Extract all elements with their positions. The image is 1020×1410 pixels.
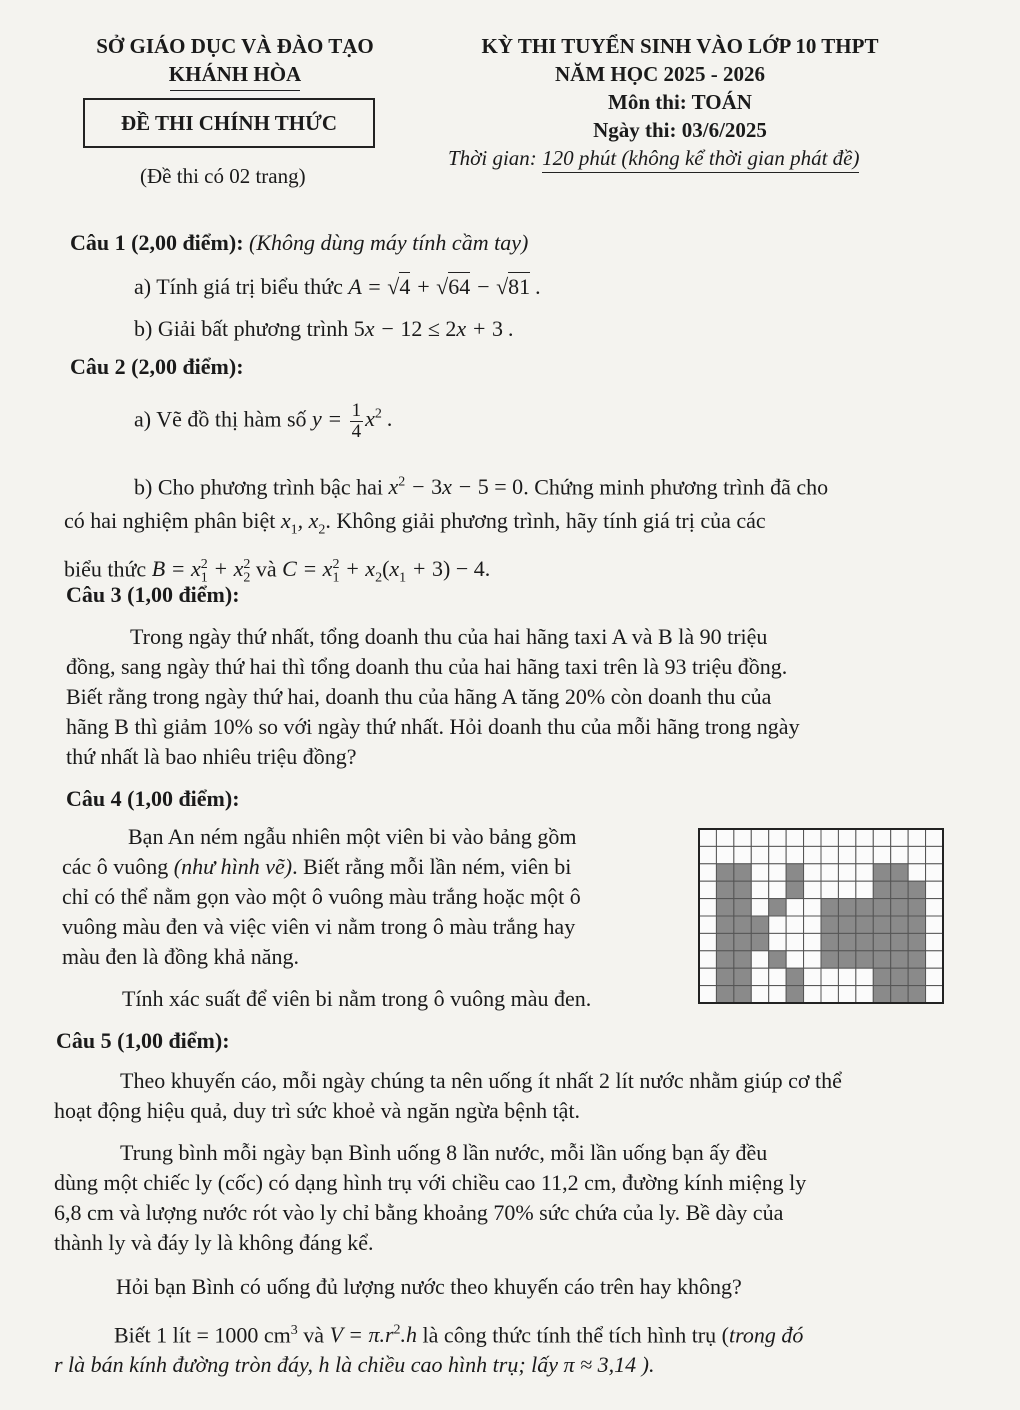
q1-b-text: b) Giải bất phương trình <box>134 316 354 341</box>
grid-cell-white <box>838 846 855 863</box>
department-line2: KHÁNH HÒA <box>168 62 302 86</box>
grid-cell-black <box>786 968 803 985</box>
q5-p4-italic: trong đó <box>728 1322 804 1348</box>
grid-cell-black <box>786 864 803 881</box>
grid-cell-white <box>926 846 943 863</box>
grid-cell-black <box>891 933 908 950</box>
grid-cell-black <box>838 951 855 968</box>
q1-a-expression: A = √4 + √64 − √81 . <box>348 274 542 299</box>
grid-cell-white <box>769 916 786 933</box>
grid-cell-black <box>873 986 890 1003</box>
grid-cell-white <box>838 968 855 985</box>
grid-cell-white <box>804 829 821 846</box>
grid-cell-white <box>856 846 873 863</box>
grid-cell-white <box>926 899 943 916</box>
q1-b <box>134 314 514 344</box>
grid-cell-white <box>821 829 838 846</box>
grid-cell-white <box>699 881 716 898</box>
grid-cell-black <box>856 951 873 968</box>
q5-p2-line2: dùng một chiếc ly (cốc) có dạng hình trụ với chiều cao 11,2 cm, đường kính miệng ly <box>54 1170 807 1195</box>
grid-cell-white <box>891 846 908 863</box>
grid-cell-white <box>804 951 821 968</box>
grid-cell-black <box>908 916 925 933</box>
grid-cell-black <box>838 916 855 933</box>
grid-cell-white <box>821 846 838 863</box>
grid-cell-black <box>891 916 908 933</box>
grid-cell-black <box>908 968 925 985</box>
grid-cell-black <box>821 899 838 916</box>
grid-cell-black <box>716 899 733 916</box>
grid-cell-white <box>926 951 943 968</box>
q5-p4-and: và <box>297 1322 330 1348</box>
grid-cell-white <box>769 968 786 985</box>
grid-cell-white <box>786 951 803 968</box>
grid-cell-white <box>751 829 768 846</box>
grid-cell-white <box>734 829 751 846</box>
grid-cell-black <box>821 933 838 950</box>
q1-heading <box>70 228 528 258</box>
q2-b-line1 <box>64 468 946 502</box>
grid-cell-black <box>908 986 925 1003</box>
grid-cell-black <box>891 968 908 985</box>
grid-cell-black <box>873 916 890 933</box>
grid-cell-white <box>786 846 803 863</box>
grid-cell-black <box>891 899 908 916</box>
grid-cell-black <box>821 951 838 968</box>
grid-cell-black <box>786 881 803 898</box>
q4-body <box>62 822 680 972</box>
q5-p4-line1: Biết 1 lít = 1000 $cm^3$ và $V = \pi.r^2.h$ là công thức tính thể tích hình trụ (trong đó <box>114 1322 804 1348</box>
q2-title: Câu 2 (2,00 điểm): <box>70 354 244 379</box>
grid-cell-white <box>804 864 821 881</box>
grid-cell-black <box>891 986 908 1003</box>
grid-cell-white <box>751 846 768 863</box>
grid-cell-white <box>804 881 821 898</box>
q5-p2-line1: Trung bình mỗi ngày bạn Bình uống 8 lần nước, mỗi lần uống bạn ấy đều <box>120 1140 768 1165</box>
grid-cell-black <box>716 986 733 1003</box>
grid-cell-white <box>926 864 943 881</box>
q2-b-line2 <box>64 506 946 545</box>
grid-cell-white <box>838 829 855 846</box>
grid-cell-white <box>926 881 943 898</box>
grid-cell-black <box>908 951 925 968</box>
q2-b-equation: $x^2 - 3x - 5 = 0$ <box>388 474 524 500</box>
q5-p1-line2: hoạt động hiệu quả, duy trì sức khoẻ và ngăn ngừa bệnh tật. <box>54 1098 581 1123</box>
grid-cell-white <box>769 864 786 881</box>
q5-p3: Hỏi bạn Bình có uống đủ lượng nước theo khuyến cáo trên hay không? <box>116 1274 742 1299</box>
grid-cell-black <box>891 951 908 968</box>
time-line <box>448 146 918 171</box>
grid-cell-white <box>734 846 751 863</box>
grid-cell-black <box>873 864 890 881</box>
grid-cell-white <box>804 986 821 1003</box>
time-value: 120 phút (không kể thời gian phát đề) <box>542 146 859 173</box>
grid-cell-white <box>769 881 786 898</box>
department-line1: SỞ GIÁO DỤC VÀ ĐÀO TẠO <box>96 34 374 58</box>
grid-cell-white <box>926 968 943 985</box>
q2-b-line2-end: . Không giải phương trình, hãy tính giá trị của các <box>325 508 766 534</box>
q3-line4: hãng B thì giảm 10% so với ngày thứ nhất. Hỏi doanh thu của mỗi hãng trong ngày <box>66 714 800 739</box>
q5-p2-line3: 6,8 cm và lượng nước rót vào ly chỉ bằng khoảng 70% sức chứa của ly. Bề dày của <box>54 1200 784 1225</box>
grid-cell-white <box>699 899 716 916</box>
q3-body <box>66 622 946 772</box>
grid-cell-white <box>821 864 838 881</box>
grid-cell-white <box>786 829 803 846</box>
grid-cell-white <box>699 951 716 968</box>
grid-cell-white <box>804 916 821 933</box>
q5-body <box>54 1066 948 1380</box>
grid-cell-black <box>856 916 873 933</box>
grid-cell-white <box>856 881 873 898</box>
grid-cell-white <box>856 829 873 846</box>
q2-b-expression-B: $B = x_1^2 + x_2^2$ <box>151 556 251 586</box>
q2-a-text: a) Vẽ đồ thị hàm số <box>134 406 313 432</box>
grid-cell-black <box>786 986 803 1003</box>
q4-line4: vuông màu đen và việc viên vi nằm trong ô màu trắng hay <box>62 914 576 939</box>
grid-cell-white <box>699 829 716 846</box>
grid-cell-white <box>769 829 786 846</box>
grid-cell-black <box>751 916 768 933</box>
school-year: NĂM HỌC 2025 - 2026 <box>555 62 765 86</box>
exam-date: Ngày thi: 03/6/2025 <box>593 118 767 142</box>
q2-b-line2-text: có hai nghiệm phân biệt <box>64 508 281 534</box>
grid-cell-white <box>751 951 768 968</box>
time-prefix: Thời gian: <box>448 146 543 170</box>
grid-cell-white <box>926 916 943 933</box>
grid-cell-white <box>804 968 821 985</box>
q5-p1-line1: Theo khuyến cáo, mỗi ngày chúng ta nên uống ít nhất 2 lít nước nhằm giúp cơ thể <box>120 1068 842 1093</box>
grid-cell-white <box>769 846 786 863</box>
q5-p4-formula: $V = \pi.r^2.h$ <box>329 1322 418 1348</box>
grid-cell-black <box>769 899 786 916</box>
grid-cell-black <box>716 951 733 968</box>
grid-cell-white <box>838 864 855 881</box>
grid-cell-white <box>856 986 873 1003</box>
grid-cell-black <box>769 951 786 968</box>
grid-cell-white <box>926 933 943 950</box>
grid-cell-white <box>769 986 786 1003</box>
q4-line6: Tính xác suất để viên bi nằm trong ô vuông màu đen. <box>122 986 592 1011</box>
q2-b-line1-end: . Chứng minh phương trình đã cho <box>523 474 829 500</box>
grid-cell-white <box>751 899 768 916</box>
q4-line2-end: . Biết rằng mỗi lần ném, viên bi <box>292 854 572 879</box>
q3-line3: Biết rằng trong ngày thứ hai, doanh thu của hãng A tăng 20% còn doanh thu của <box>66 684 772 709</box>
grid-cell-black <box>838 933 855 950</box>
grid-cell-white <box>804 846 821 863</box>
q4-line5: màu đen là đồng khả năng. <box>62 944 300 969</box>
grid-cell-black <box>908 933 925 950</box>
grid-cell-black <box>856 899 873 916</box>
grid-cell-white <box>786 916 803 933</box>
grid-cell-white <box>699 916 716 933</box>
q3-title: Câu 3 (1,00 điểm): <box>66 582 240 607</box>
grid-cell-black <box>734 951 751 968</box>
grid-cell-black <box>873 881 890 898</box>
grid-cell-white <box>804 933 821 950</box>
q2-a <box>134 400 393 442</box>
exam-title: KỲ THI TUYỂN SINH VÀO LỚP 10 THPT <box>481 34 879 58</box>
subject: Môn thi: TOÁN <box>608 90 752 114</box>
grid-cell-white <box>804 899 821 916</box>
grid-cell-black <box>856 933 873 950</box>
q1-a <box>134 272 541 302</box>
grid-cell-white <box>699 933 716 950</box>
grid-cell-white <box>699 846 716 863</box>
grid-cell-black <box>891 864 908 881</box>
q2-b <box>64 468 946 593</box>
q1-note: (Không dùng máy tính cầm tay) <box>249 230 529 255</box>
grid-cell-white <box>699 986 716 1003</box>
dept-underline <box>170 90 300 91</box>
official-exam-box: ĐỀ THI CHÍNH THỨC <box>83 98 375 148</box>
q1-title: Câu 1 (2,00 điểm): <box>70 230 244 255</box>
q5-p2-line4: thành ly và đáy ly là không đáng kể. <box>54 1230 374 1255</box>
q2-b-and: và <box>250 556 283 582</box>
q4-line2-italic: (như hình vẽ) <box>173 854 293 879</box>
grid-cell-black <box>873 951 890 968</box>
grid-cell-black <box>838 899 855 916</box>
q1-b-inequality: 5x − 12 ≤ 2x + 3 . <box>353 316 515 341</box>
grid-cell-white <box>856 968 873 985</box>
grid-cell-black <box>873 933 890 950</box>
grid-cell-black <box>734 986 751 1003</box>
q1-a-text: a) Tính giá trị biểu thức <box>134 274 349 299</box>
grid-cell-white <box>926 829 943 846</box>
grid-cell-white <box>751 881 768 898</box>
grid-cell-black <box>716 968 733 985</box>
grid-cell-white <box>908 829 925 846</box>
grid-cell-white <box>873 846 890 863</box>
q2-b-expression-C: $C = x_1^2 + x_2(x_1 + 3) - 4$. <box>282 556 491 586</box>
grid-cell-black <box>734 968 751 985</box>
q4-line2 <box>62 852 680 882</box>
grid-cell-white <box>699 864 716 881</box>
q5-p4-desc: là công thức tính thể tích hình trụ ( <box>417 1322 729 1348</box>
q5-p4-line2: r là bán kính đường tròn đáy, h là chiều cao hình trụ; lấy π ≈ 3,14 ). <box>54 1352 655 1378</box>
grid-cell-black <box>716 916 733 933</box>
grid-cell-black <box>734 933 751 950</box>
grid-cell-black <box>873 899 890 916</box>
q4-line1: Bạn An ném ngẫu nhiên một viên bi vào bảng gồm <box>128 824 577 849</box>
grid-cell-black <box>734 881 751 898</box>
grid-cell-white <box>838 881 855 898</box>
grid-cell-white <box>769 933 786 950</box>
grid-cell-white <box>821 968 838 985</box>
grid-cell-white <box>716 829 733 846</box>
q3-line2: đồng, sang ngày thứ hai thì tổng doanh thu của hai hãng taxi trên là 93 triệu đồng. <box>66 654 788 679</box>
q2-b-roots: $x_1$, $x_2$ <box>280 508 326 538</box>
q2-b-line1-text: b) Cho phương trình bậc hai <box>134 474 389 500</box>
grid-cell-black <box>891 881 908 898</box>
grid-cell-black <box>821 916 838 933</box>
pages-note: (Đề thi có 02 trang) <box>140 164 306 188</box>
q4-line2-start: các ô vuông <box>62 854 174 879</box>
grid-cell-white <box>891 829 908 846</box>
grid-cell-white <box>786 933 803 950</box>
grid-cell-black <box>716 933 733 950</box>
q4-title: Câu 4 (1,00 điểm): <box>66 786 240 811</box>
grid-cell-white <box>821 986 838 1003</box>
grid-cell-white <box>926 986 943 1003</box>
grid-cell-black <box>716 864 733 881</box>
grid-cell-white <box>821 881 838 898</box>
q2-b-line3-text: biểu thức <box>64 556 152 582</box>
grid-cell-white <box>908 846 925 863</box>
grid-cell-white <box>751 968 768 985</box>
grid-cell-white <box>786 899 803 916</box>
grid-cell-white <box>751 986 768 1003</box>
q5-title: Câu 5 (1,00 điểm): <box>56 1028 230 1053</box>
grid-cell-black <box>751 933 768 950</box>
grid-cell-black <box>908 881 925 898</box>
grid-cell-black <box>908 899 925 916</box>
grid-cell-white <box>751 864 768 881</box>
grid-cell-white <box>856 864 873 881</box>
probability-grid-figure <box>698 828 944 1004</box>
grid-cell-black <box>716 881 733 898</box>
grid-cell-black <box>734 916 751 933</box>
q5-p4-liter: Biết 1 lít = 1000 cm <box>114 1322 291 1348</box>
grid-cell-white <box>716 846 733 863</box>
grid-cell-black <box>734 899 751 916</box>
grid-cell-white <box>699 968 716 985</box>
grid-cell-white <box>908 864 925 881</box>
grid-cell-white <box>838 986 855 1003</box>
grid-cell-black <box>873 968 890 985</box>
q3-line5: thứ nhất là bao nhiêu triệu đồng? <box>66 744 357 769</box>
q4-line3: chỉ có thể nằm gọn vào một ô vuông màu trắng hoặc một ô <box>62 884 581 909</box>
grid-cell-white <box>873 829 890 846</box>
grid-cell-black <box>734 864 751 881</box>
q2-a-function: y = $\frac{1}{4}$ $x^2$ . <box>312 399 393 442</box>
q3-line1: Trong ngày thứ nhất, tổng doanh thu của hai hãng taxi A và B là 90 triệu <box>130 624 768 649</box>
